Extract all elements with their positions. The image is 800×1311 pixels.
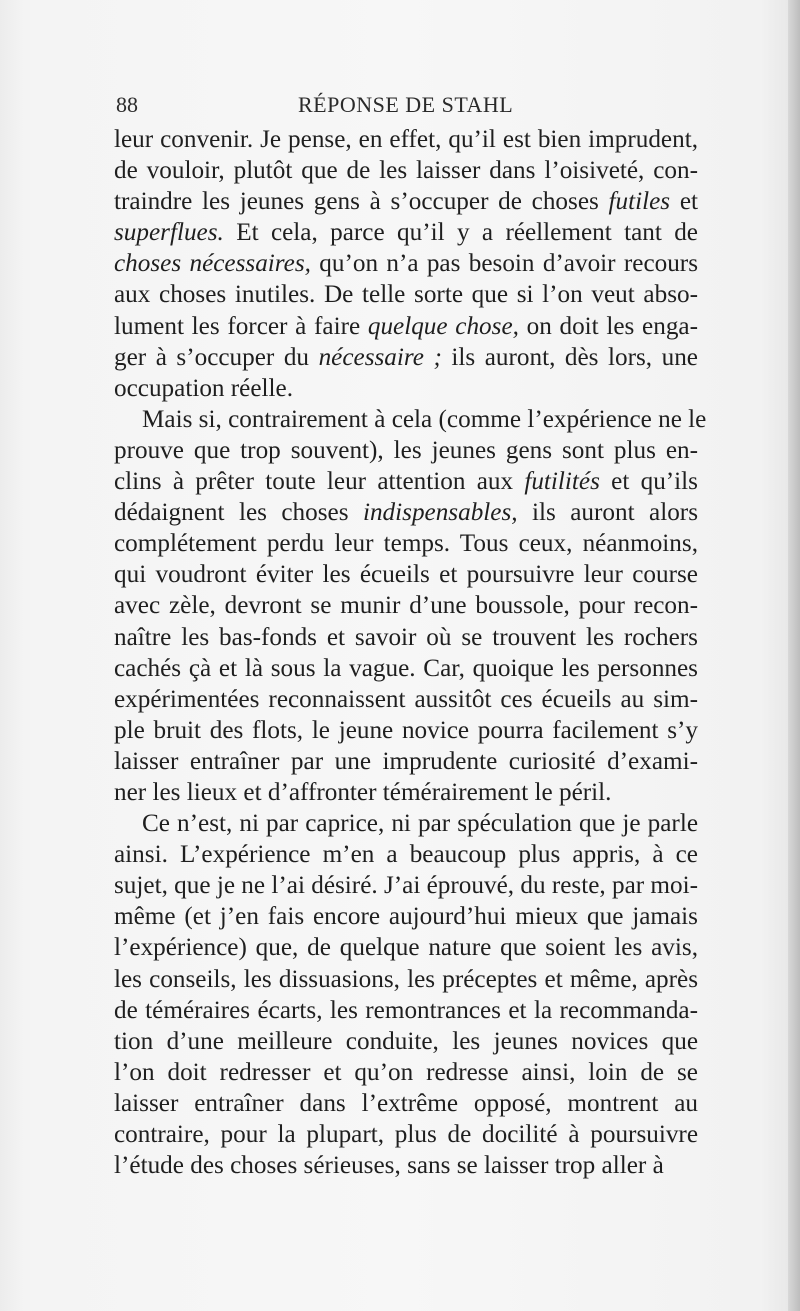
text-line — [114, 248, 698, 279]
text-line — [114, 373, 698, 404]
text-line — [114, 746, 698, 777]
body-text — [114, 124, 707, 1181]
text-line — [114, 528, 698, 559]
text-run: l’on doit redresser et qu’on redresse ainsi, loin de se — [114, 1058, 698, 1086]
text-run: occupation réelle. — [114, 374, 294, 402]
text-run: l’étude des choses sérieuses, sans se laisser trop aller à — [114, 1152, 664, 1180]
text-run: dédaignent les choses — [114, 499, 363, 527]
text-run: aux choses inutiles. De telle sorte que si l’on veut abso- — [114, 281, 698, 309]
text-run: contraire, pour la plupart, plus de docilité à poursuivre — [114, 1121, 698, 1148]
text-run: même (et j’en fais encore aujourd’hui mieux que jamais — [114, 903, 698, 931]
text-run: tion d’une meilleure conduite, les jeunes novices que — [114, 1027, 698, 1055]
text-line — [114, 590, 698, 621]
text-line — [114, 715, 698, 746]
text-line — [114, 186, 698, 217]
text-line — [114, 279, 698, 310]
text-run: laisser entraîner dans l’extrême opposé, montrent au — [114, 1089, 698, 1117]
text-run: de vouloir, plutôt que de les laisser dans l’oisiveté, con- — [114, 157, 698, 185]
italic-text: indispensables, — [362, 499, 518, 527]
text-line — [114, 435, 698, 466]
page-edge-shadow — [788, 0, 800, 1311]
text-run: ple bruit des flots, le jeune novice pourra facilement s’y — [114, 716, 698, 744]
text-line — [114, 466, 698, 497]
text-run: on doit les enga- — [518, 312, 698, 340]
text-line — [114, 839, 698, 870]
text-line — [114, 901, 698, 932]
text-run: qu’on n’a pas besoin d’avoir recours — [310, 250, 698, 278]
text-line — [114, 870, 698, 901]
text-line — [114, 404, 707, 435]
text-line — [114, 964, 698, 995]
text-line — [114, 1057, 698, 1088]
running-title: RÉPONSE DE STAHL — [298, 92, 514, 117]
text-run: cachés çà et là sous la vague. Car, quoique les personnes — [114, 654, 698, 682]
text-line — [114, 342, 698, 373]
text-run: et qu’ils — [599, 468, 698, 496]
text-line — [114, 1088, 698, 1119]
text-line — [114, 1150, 698, 1181]
italic-text: futiles — [608, 188, 671, 216]
italic-text: nécessaire ; — [318, 343, 442, 371]
text-run: ils auront alors — [517, 499, 698, 527]
text-run: clins à prêter toute leur attention aux — [114, 468, 525, 496]
text-line — [114, 217, 698, 248]
text-line — [114, 684, 698, 715]
text-run: Et cela, parce qu’il y a réellement tant de — [223, 219, 698, 247]
text-run: prouve que trop souvent), les jeunes gens sont plus en- — [114, 436, 698, 464]
italic-text: futilités — [524, 468, 600, 496]
text-run: Ce n’est, ni par caprice, ni par spéculation que je parle — [142, 810, 698, 838]
text-run: qui voudront éviter les écueils et poursuivre leur course — [114, 561, 698, 589]
text-line — [114, 497, 698, 528]
text-run: de téméraires écarts, les remontrances et la recommanda- — [114, 996, 698, 1024]
text-line — [114, 932, 698, 963]
text-run: leur convenir. Je pense, en effet, qu’il est bien imprudent, — [114, 126, 698, 153]
text-run: sujet, que je ne l’ai désiré. J’ai éprouvé, du reste, par moi- — [114, 872, 698, 900]
text-line — [114, 995, 698, 1026]
text-run: lument les forcer à faire — [114, 312, 368, 340]
italic-text: quelque chose, — [367, 312, 519, 340]
text-run: et — [670, 188, 699, 216]
text-run: l’expérience) que, de quelque nature que soient les avis, — [114, 934, 698, 962]
text-line — [114, 311, 698, 342]
text-run: Mais si, contrairement à cela (comme l’expérience ne le — [142, 405, 707, 433]
text-run: laisser entraîner par une imprudente curiosité d’exami- — [114, 747, 698, 775]
text-line — [114, 808, 698, 839]
text-line — [114, 155, 698, 186]
text-run: ger à s’occuper du — [114, 343, 319, 371]
text-run: complétement perdu leur temps. Tous ceux, néanmoins, — [114, 530, 698, 558]
text-run: les conseils, les dissuasions, les préceptes et même, après — [114, 965, 698, 993]
text-run: traindre les jeunes gens à s’occuper de choses — [114, 188, 609, 216]
text-run: naître les bas-fonds et savoir où se trouvent les rochers — [114, 623, 698, 651]
italic-text: superflues. — [114, 219, 224, 247]
text-run: avec zèle, devront se munir d’une boussole, pour recon- — [114, 592, 698, 620]
text-run: expérimentées reconnaissent aussitôt ces écueils au sim- — [114, 685, 698, 713]
text-run: ainsi. L’expérience m’en a beaucoup plus appris, à ce — [114, 841, 698, 869]
text-line — [114, 777, 698, 808]
text-line — [114, 559, 698, 590]
page-number: 88 — [116, 92, 138, 117]
text-run: ils auront, dès lors, une — [441, 343, 698, 371]
text-run: ner les lieux et d’affronter témérairement le péril. — [114, 778, 612, 806]
italic-text: choses nécessaires, — [114, 250, 311, 278]
text-line — [114, 124, 698, 155]
text-line — [114, 653, 698, 684]
text-line — [114, 1119, 698, 1150]
text-line — [114, 1026, 698, 1057]
running-header — [112, 90, 702, 120]
text-line — [114, 622, 698, 653]
